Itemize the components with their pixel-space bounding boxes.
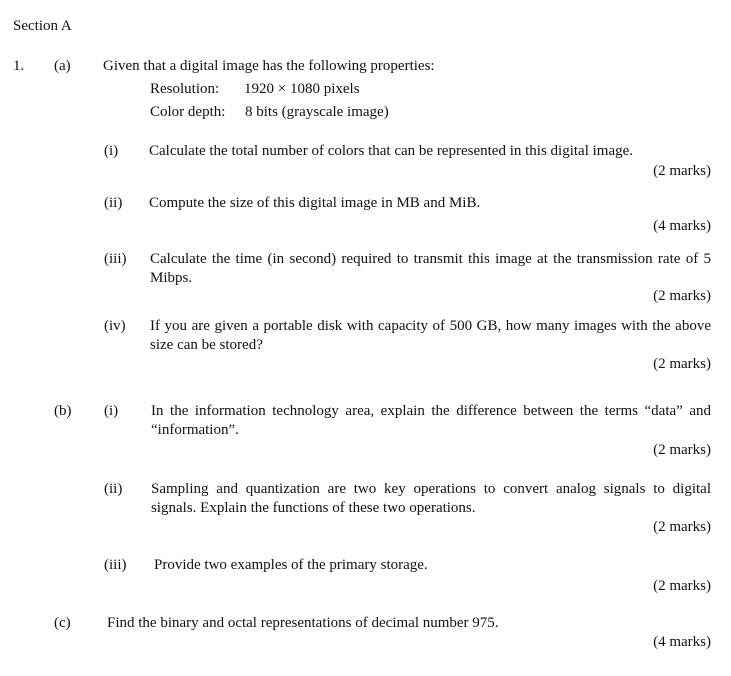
- part-a-intro: Given that a digital image has the following properties:: [103, 58, 435, 74]
- marks-label: (2 marks): [653, 356, 711, 372]
- question-number: 1.: [13, 58, 25, 74]
- subpart-number: (ii): [104, 195, 123, 211]
- property-key-resolution: Resolution:: [150, 81, 220, 97]
- property-key-color-depth: Color depth:: [150, 104, 226, 120]
- subpart-number: (i): [104, 403, 119, 419]
- subpart-text: If you are given a portable disk with capacity of 500 GB, how many images with the above size can be stored?: [150, 318, 711, 353]
- marks-label: (2 marks): [653, 519, 711, 535]
- marks-label: (4 marks): [653, 634, 711, 650]
- subpart-text: In the information technology area, explain the difference between the terms “data” and “information”.: [151, 403, 711, 438]
- subpart-text: Compute the size of this digital image in MB and MiB.: [149, 195, 481, 211]
- subpart-number: (iii): [104, 557, 127, 573]
- subpart-number: (iii): [104, 251, 127, 267]
- marks-label: (2 marks): [653, 442, 711, 458]
- subpart-text: Calculate the total number of colors that can be represented in this digital image.: [149, 143, 634, 159]
- part-a-label: (a): [54, 58, 71, 74]
- subpart-number: (iv): [104, 318, 126, 334]
- subpart-text: Calculate the time (in second) required to transmit this image at the transmission rate of 5 Mibps.: [150, 251, 711, 286]
- marks-label: (2 marks): [653, 288, 711, 304]
- part-c-text: Find the binary and octal representations of decimal number 975.: [107, 615, 499, 631]
- property-value-resolution: 1920 × 1080 pixels: [244, 81, 360, 97]
- property-value-color-depth: 8 bits (grayscale image): [245, 104, 389, 120]
- marks-label: (2 marks): [653, 163, 711, 179]
- subpart-number: (i): [104, 143, 119, 159]
- subpart-text: Sampling and quantization are two key operations to convert analog signals to digital signals. Explain the functions of these two operations.: [151, 481, 711, 516]
- section-heading: Section A: [13, 18, 72, 34]
- marks-label: (2 marks): [653, 578, 711, 594]
- subpart-number: (ii): [104, 481, 123, 497]
- marks-label: (4 marks): [653, 218, 711, 234]
- part-c-label: (c): [54, 615, 71, 631]
- part-b-label: (b): [54, 403, 72, 419]
- subpart-text: Provide two examples of the primary storage.: [154, 557, 428, 573]
